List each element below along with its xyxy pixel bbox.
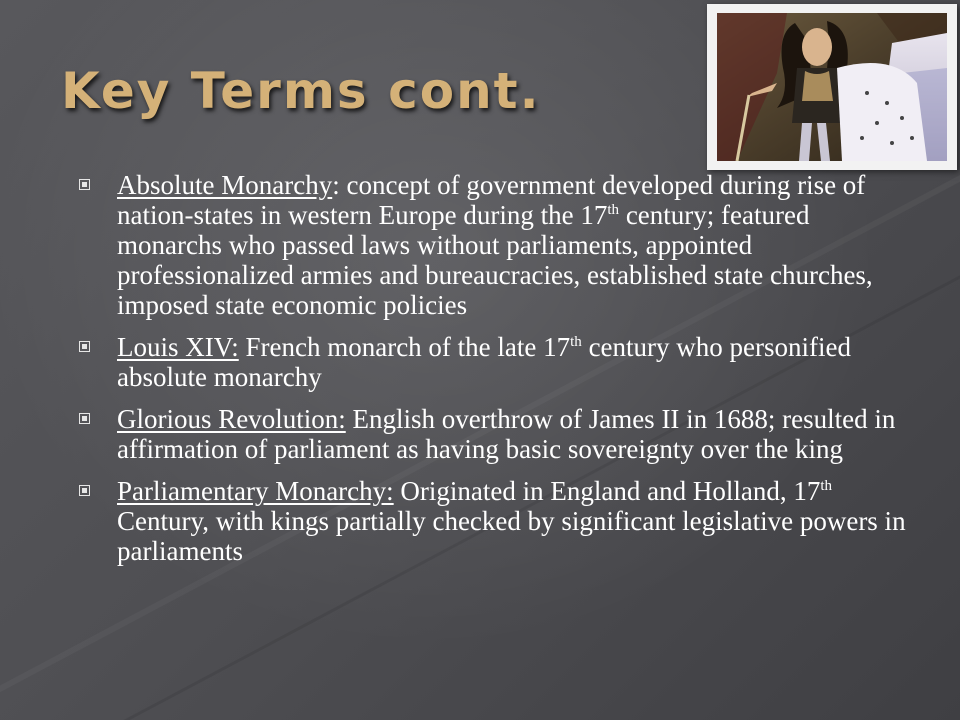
square-bullet-icon [79,413,90,424]
definition: Century, with kings partially checked by significant legislative powers in parliaments [117,506,906,566]
square-bullet-icon [79,179,90,190]
superscript: th [820,478,833,494]
definition: century who personified absolute monarchy [117,332,851,392]
bullet-list [75,170,915,578]
portrait-louis-xiv-icon [717,13,947,161]
list-item [75,476,915,566]
list-item [75,404,915,464]
square-bullet-icon [79,341,90,352]
portrait-frame [707,4,957,170]
superscript: th [570,334,582,350]
slide-title: Key Terms cont. [61,62,541,120]
list-item [75,170,915,320]
term: Louis XIV: [117,332,239,362]
definition: French monarch of the late 17 [238,332,571,362]
definition: English overthrow of James II in 1688; resulted in affirmation of parliament as having basic sovereignty over the king [117,404,896,464]
definition: century; featured monarchs who passed laws without parliaments, appointed professionalized armies and bureaucracies, established state churches, imposed state economic policies [117,200,873,320]
portrait-image [717,13,947,161]
term: Parliamentary Monarchy: [117,476,394,506]
superscript: th [607,202,620,218]
list-item [75,332,915,392]
square-bullet-icon [79,485,90,496]
definition: Originated in England and Holland, 17 [393,476,821,506]
term: Glorious Revolution: [117,404,346,434]
definition: : concept of government developed during rise of nation-states in western Europe during the 17 [117,170,866,230]
term: Absolute Monarchy [117,170,333,200]
